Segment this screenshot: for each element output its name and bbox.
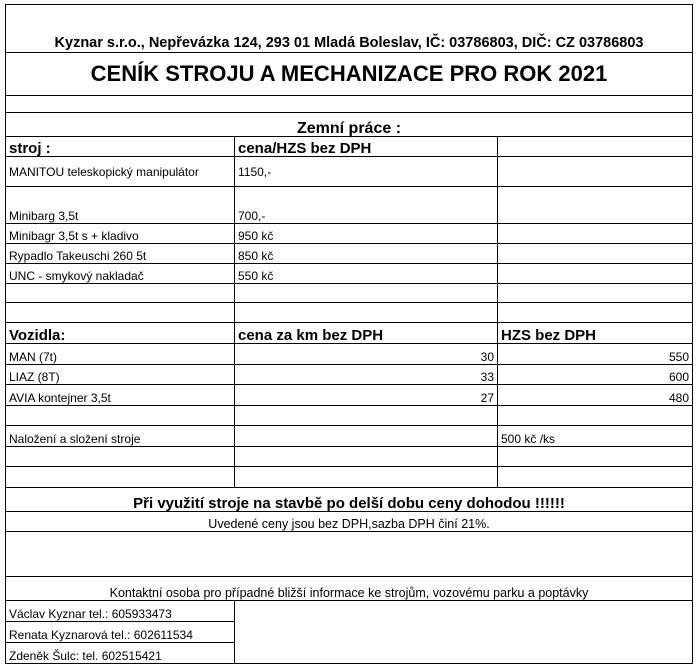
empty-row	[6, 406, 693, 426]
machine-price: 1150,-	[235, 157, 498, 187]
vehicles-header-row	[6, 323, 693, 344]
section-title-earthworks: Zemní práce :	[6, 113, 693, 137]
contact-person: Zdeněk Šulc: tel. 602515421	[6, 643, 235, 664]
machine-name: Minibagr 3,5t s + kladivo	[6, 224, 235, 244]
vat-row	[6, 512, 693, 532]
price-list-table	[5, 4, 693, 664]
col-header-vehicle: Vozidla:	[6, 323, 235, 344]
vat-note: Uvedené ceny jsou bez DPH,sazba DPH činí 21%.	[6, 512, 693, 532]
vehicle-hzs: 550	[498, 344, 693, 365]
contact-row	[6, 601, 693, 622]
table-row	[6, 385, 693, 406]
earthworks-header-row	[6, 137, 693, 157]
contact-intro-row	[6, 577, 693, 601]
machine-name: Minibarg 3,5t	[6, 187, 235, 224]
col-header-machine: stroj :	[6, 137, 235, 157]
table-row	[6, 264, 693, 284]
machine-name: Rypadlo Takeuschi 260 5t	[6, 244, 235, 264]
machine-price: 850 kč	[235, 244, 498, 264]
title-row	[6, 53, 693, 96]
vehicle-name: MAN (7t)	[6, 344, 235, 365]
empty-row	[6, 467, 693, 488]
vehicle-name: AVIA kontejner 3,5t	[6, 385, 235, 406]
company-info: Kyznar s.r.o., Nepřevázka 124, 293 01 Mladá Boleslav, IČ: 03786803, DIČ: CZ 03786803	[6, 5, 693, 53]
empty-row	[6, 303, 693, 323]
empty-row	[6, 447, 693, 467]
table-row	[6, 187, 693, 224]
notice-row	[6, 488, 693, 512]
vehicle-hzs: 480	[498, 385, 693, 406]
table-row	[6, 157, 693, 187]
empty-row	[6, 532, 693, 577]
negotiable-price-notice: Při využití stroje na stavbě po delší dobu ceny dohodou !!!!!!	[6, 488, 693, 512]
machine-name: UNC - smykový nakladač	[6, 264, 235, 284]
machine-price: 700,-	[235, 187, 498, 224]
empty-row	[6, 96, 693, 113]
col-header-hzs: HZS bez DPH	[498, 323, 693, 344]
price-list-sheet	[5, 4, 692, 664]
table-row	[6, 224, 693, 244]
vehicle-hzs: 600	[498, 365, 693, 385]
table-row	[6, 365, 693, 385]
col-header-km-price: cena za km bez DPH	[235, 323, 498, 344]
vehicle-name: LIAZ (8T)	[6, 365, 235, 385]
loading-label: Naložení a složení stroje	[6, 426, 235, 447]
vehicle-km-price: 30	[235, 344, 498, 365]
col-header-price: cena/HZS bez DPH	[235, 137, 498, 157]
company-row	[6, 5, 693, 53]
machine-price: 950 kč	[235, 224, 498, 244]
machine-name: MANITOU teleskopický manipulátor	[6, 157, 235, 187]
loading-row	[6, 426, 693, 447]
table-row	[6, 244, 693, 264]
vehicle-km-price: 33	[235, 365, 498, 385]
document-title: CENÍK STROJU A MECHANIZACE PRO ROK 2021	[6, 53, 693, 96]
contact-person: Václav Kyznar tel.: 605933473	[6, 601, 235, 622]
contact-person: Renata Kyznarová tel.: 602611534	[6, 622, 235, 643]
loading-price: 500 kč /ks	[498, 426, 693, 447]
contact-intro: Kontaktní osoba pro případné bližší informace ke strojům, vozovému parku a poptávky	[6, 577, 693, 601]
table-row	[6, 344, 693, 365]
machine-price: 550 kč	[235, 264, 498, 284]
empty-row	[6, 284, 693, 303]
section-row	[6, 113, 693, 137]
vehicle-km-price: 27	[235, 385, 498, 406]
